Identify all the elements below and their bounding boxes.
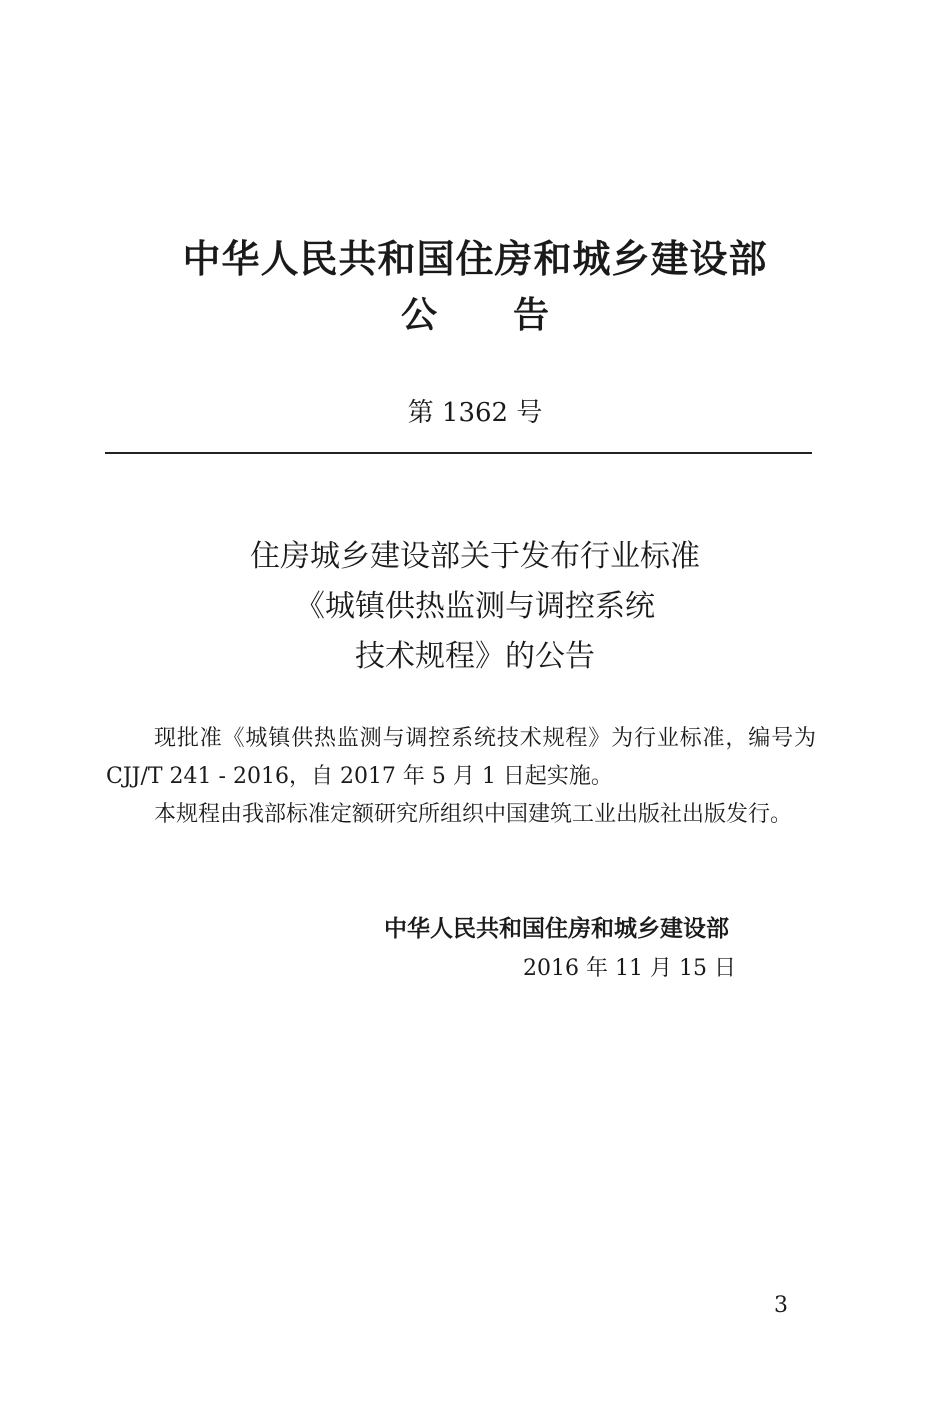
header-divider xyxy=(105,452,812,454)
notice-heading: 公告 xyxy=(400,295,625,336)
issuer-title: 中华人民共和国住房和城乡建设部 xyxy=(182,237,768,281)
subject-line: 住房城乡建设部关于发布行业标准 xyxy=(250,539,700,574)
notice-body xyxy=(106,720,816,834)
body-paragraph: 现批准《城镇供热监测与调控系统技术规程》为行业标准，编号为 CJJ/T 241 - 2016，自 2017 年 5 月 1 日起实施。 xyxy=(106,726,816,789)
subject-line: 《城镇供热监测与调控系统 xyxy=(295,589,655,624)
signature-date: 2016 年 11 月 15 日 xyxy=(523,956,736,981)
notice-subject xyxy=(0,532,950,682)
notice-number: 第 1362 号 xyxy=(407,398,543,428)
page-number: 3 xyxy=(774,1293,788,1318)
signature-issuer: 中华人民共和国住房和城乡建设部 xyxy=(384,916,729,942)
subject-line: 技术规程》的公告 xyxy=(355,639,595,674)
body-paragraph: 本规程由我部标准定额研究所组织中国建筑工业出版社出版发行。 xyxy=(154,802,793,827)
